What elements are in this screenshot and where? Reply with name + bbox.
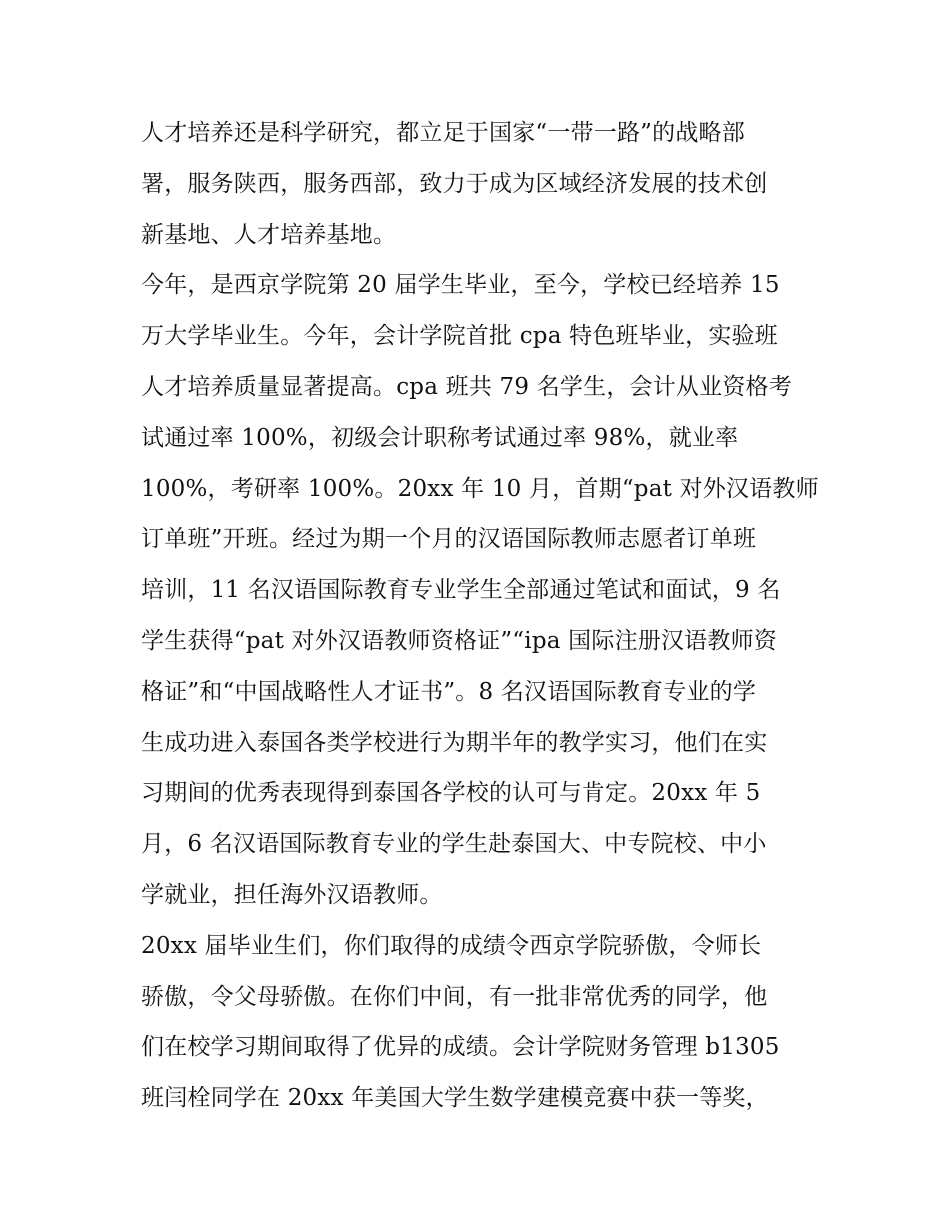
- text-line: 月，6 名汉语国际教育专业的学生赴泰国大、中专院校、中小: [141, 831, 767, 858]
- text-line: 骄傲，令父母骄傲。在你们中间，有一批非常优秀的同学，他: [141, 983, 768, 1010]
- text-line: 生成功进入泰国各类学校进行为期半年的教学实习，他们在实: [141, 729, 768, 756]
- text-line: 今年，是西京学院第 20 届学生毕业，至今，学校已经培养 15: [141, 272, 780, 299]
- text-line: 人才培养质量显著提高。cpa 班共 79 名学生，会计从业资格考: [141, 373, 792, 400]
- text-line: 订单班”开班。经过为期一个月的汉语国际教师志愿者订单班: [141, 526, 757, 553]
- text-line: 格证”和“中国战略性人才证书”。8 名汉语国际教育专业的学: [141, 678, 757, 705]
- text-line: 培训，11 名汉语国际教育专业学生全部通过笔试和面试，9 名: [141, 577, 781, 604]
- text-line: 们在校学习期间取得了优异的成绩。会计学院财务管理 b1305: [141, 1034, 780, 1061]
- text-line: 试通过率 100%，初级会计职称考试通过率 98%，就业率: [141, 424, 739, 451]
- text-line: 班闫栓同学在 20xx 年美国大学生数学建模竞赛中获一等奖，: [141, 1085, 769, 1112]
- text-line: 学就业，担任海外汉语教师。: [141, 881, 443, 908]
- text-line: 100%，考研率 100%。20xx 年 10 月，首期“pat 对外汉语教师: [141, 475, 819, 502]
- text-line: 署，服务陕西，服务西部，致力于成为区域经济发展的技术创: [141, 170, 768, 197]
- text-line: 万大学毕业生。今年，会计学院首批 cpa 特色班毕业，实验班: [141, 323, 778, 350]
- text-line: 习期间的优秀表现得到泰国各学校的认可与肯定。20xx 年 5: [141, 780, 761, 807]
- document-body: [141, 108, 821, 1124]
- text-line: 人才培养还是科学研究，都立足于国家“一带一路”的战略部: [141, 120, 745, 146]
- text-line: 20xx 届毕业生们，你们取得的成绩令西京学院骄傲，令师长: [141, 932, 762, 959]
- text-line: 新基地、人才培养基地。: [141, 221, 397, 248]
- text-line: 学生获得“pat 对外汉语教师资格证”“ipa 国际注册汉语教师资: [141, 627, 777, 654]
